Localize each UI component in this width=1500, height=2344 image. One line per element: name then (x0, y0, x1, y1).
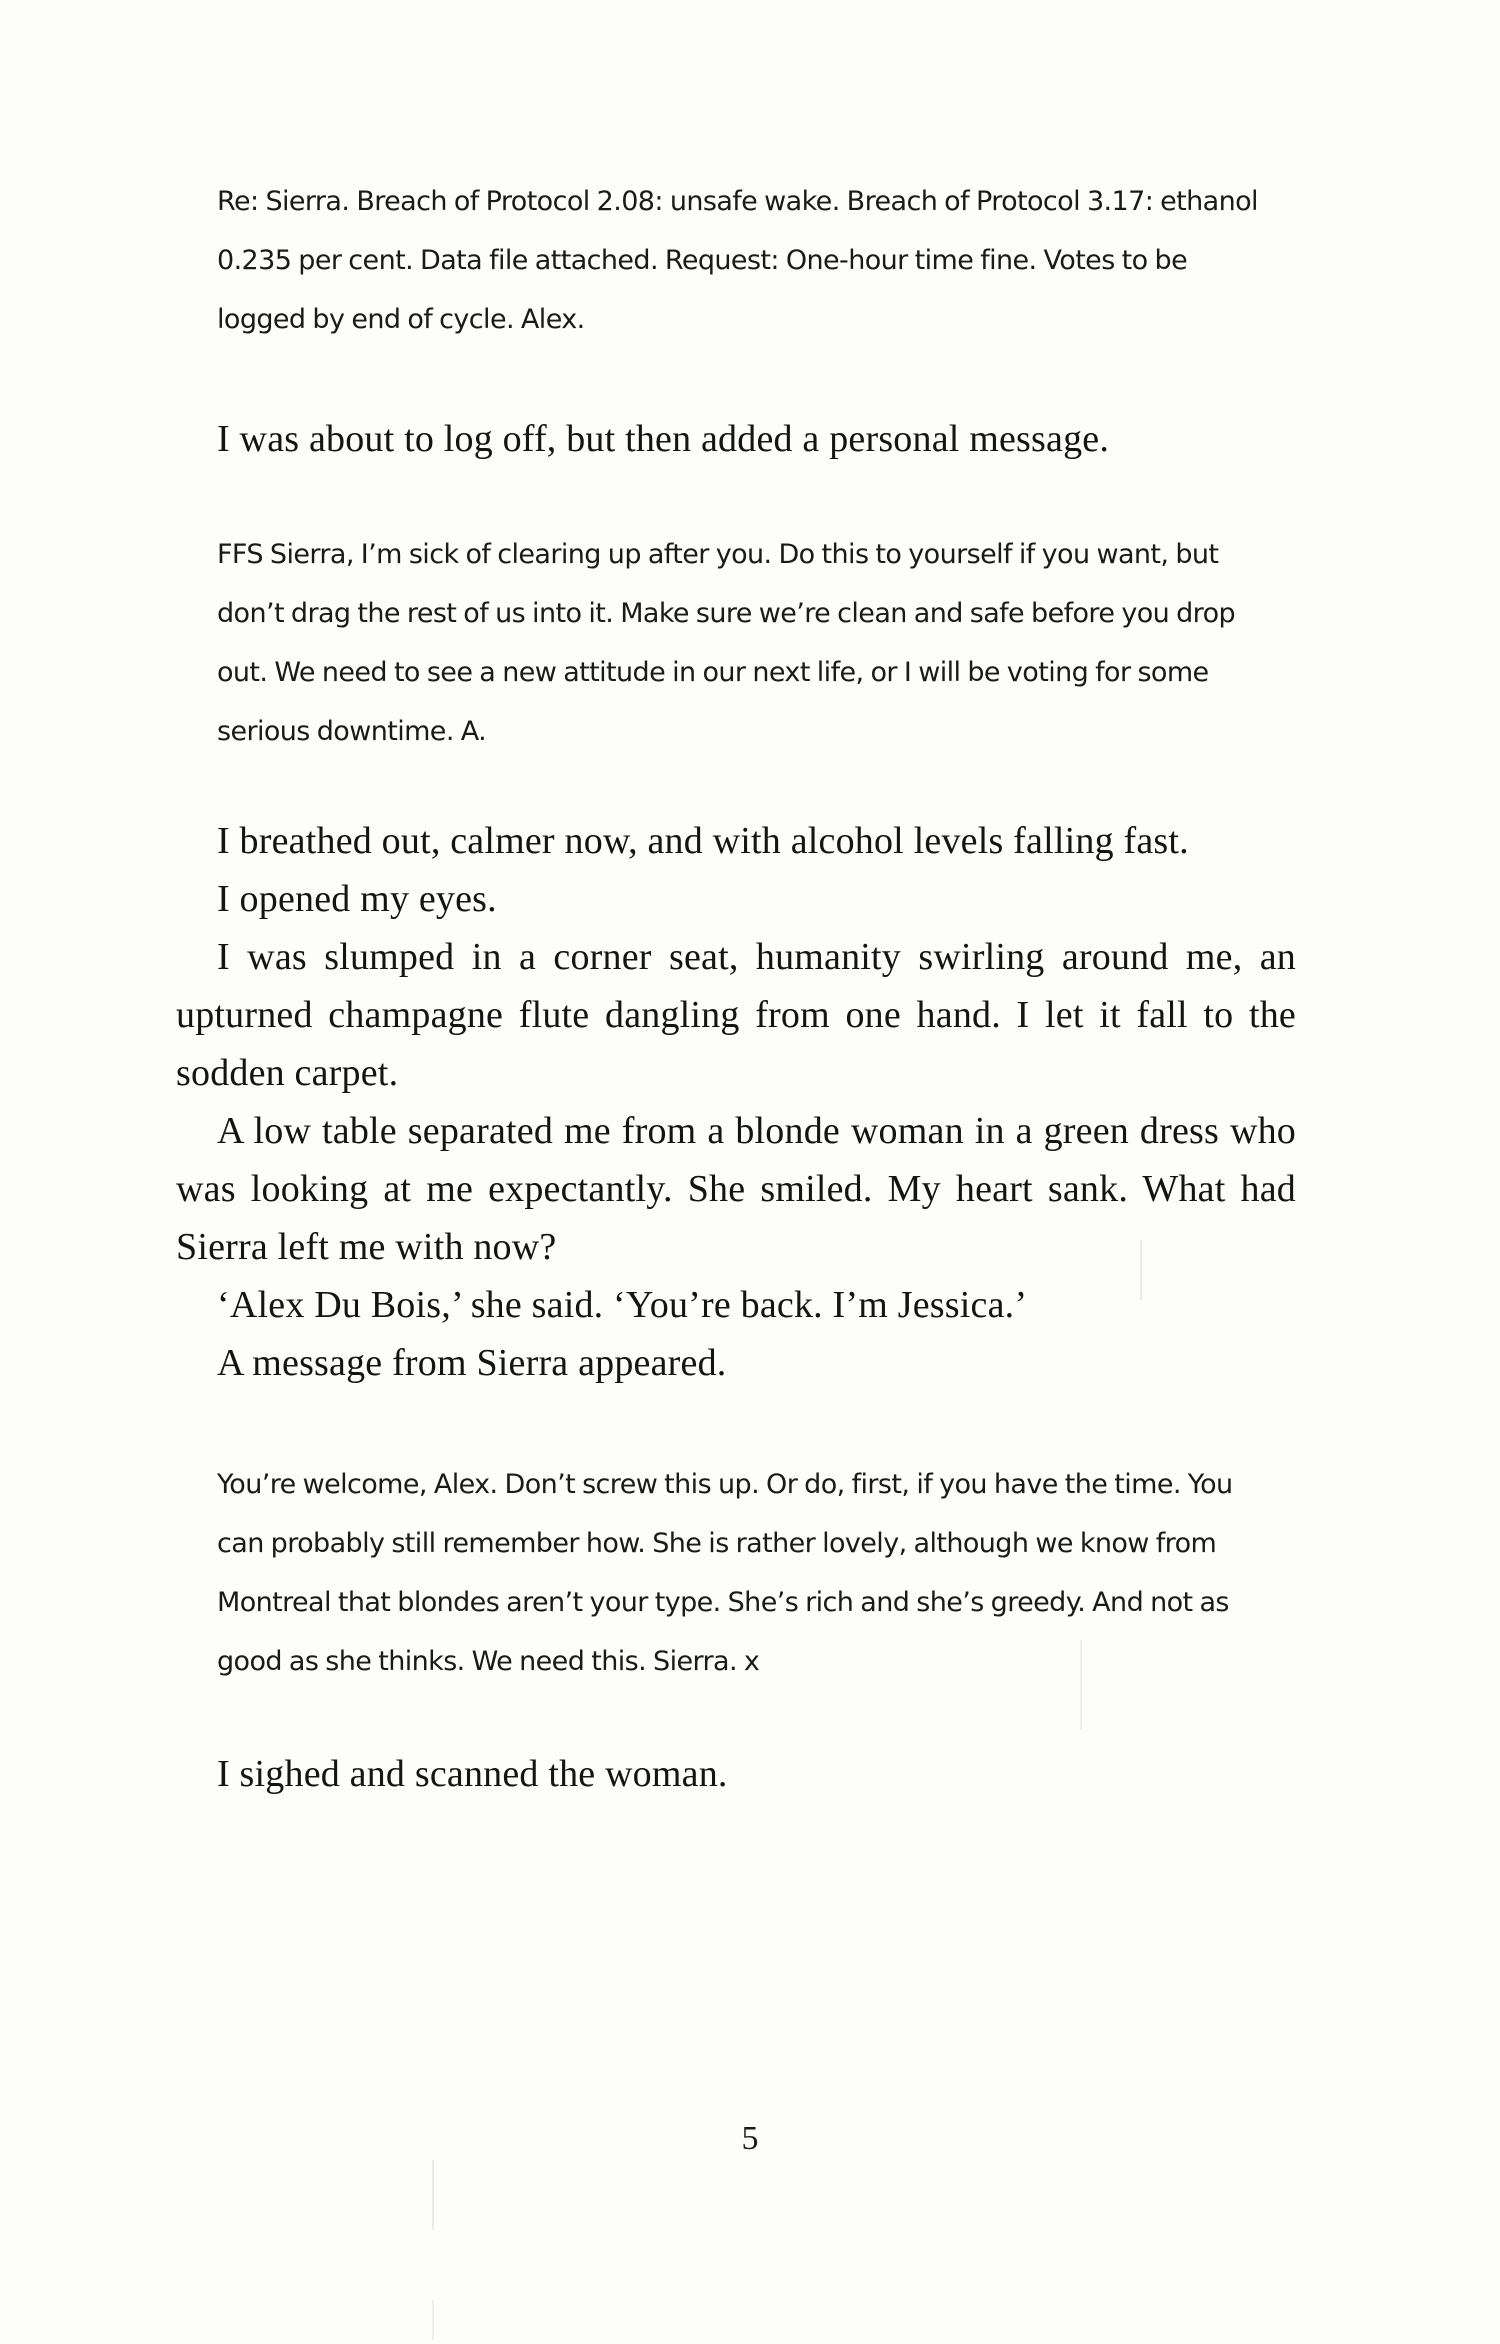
message-line: Re: Sierra. Breach of Protocol 2.08: unsafe wake. Breach of Protocol 3.17: ethanol (217, 186, 1258, 217)
message-block-alex-report (217, 172, 1297, 349)
message-line: Montreal that blondes aren’t your type. She’s rich and she’s greedy. And not as (217, 1587, 1229, 1618)
message-line: 0.235 per cent. Data file attached. Request: One-hour time fine. Votes to be (217, 245, 1188, 276)
message-line: can probably still remember how. She is rather lovely, although we know from (217, 1528, 1217, 1559)
message-line: don’t drag the rest of us into it. Make sure we’re clean and safe before you drop (217, 598, 1236, 629)
message-block-personal (217, 525, 1277, 761)
message-line: out. We need to see a new attitude in our next life, or I will be voting for some (217, 657, 1209, 688)
message-line: FFS Sierra, I’m sick of clearing up after you. Do this to yourself if you want, but (217, 539, 1219, 570)
scan-artifact (432, 2300, 434, 2340)
paragraph-text: A message from Sierra appeared. (217, 1342, 727, 1384)
paragraph-text: ‘Alex Du Bois,’ she said. ‘You’re back. I’m Jessica.’ (217, 1284, 1028, 1326)
message-line: You’re welcome, Alex. Don’t screw this up. Or do, first, if you have the time. You (217, 1469, 1233, 1500)
message-line: logged by end of cycle. Alex. (217, 304, 585, 335)
prose-paragraph (217, 1745, 728, 1803)
message-line: good as she thinks. We need this. Sierra. x (217, 1646, 760, 1677)
prose-body (176, 812, 1296, 1392)
paragraph-text: I was about to log off, but then added a personal message. (217, 418, 1110, 460)
paragraph-text: I was slumped in a corner seat, humanity swirling around me, an upturned champagne flute dangling from one hand. I let it fall to the sodden carpet. (176, 936, 1296, 1094)
paragraph-text: I breathed out, calmer now, and with alcohol levels falling fast. (217, 820, 1189, 862)
scan-artifact (1080, 1640, 1082, 1730)
message-line: serious downtime. A. (217, 716, 487, 747)
scan-artifact (1140, 1240, 1142, 1300)
paragraph-text: A low table separated me from a blonde woman in a green dress who was looking at me expectantly. She smiled. My heart sank. What had Sierra left me with now? (176, 1110, 1296, 1268)
page-number: 5 (741, 2120, 759, 2157)
scan-artifact (432, 2160, 434, 2230)
paragraph-text: I sighed and scanned the woman. (217, 1753, 728, 1795)
prose-paragraph (217, 410, 1109, 468)
message-block-sierra (217, 1455, 1277, 1691)
paragraph-text: I opened my eyes. (217, 878, 497, 920)
